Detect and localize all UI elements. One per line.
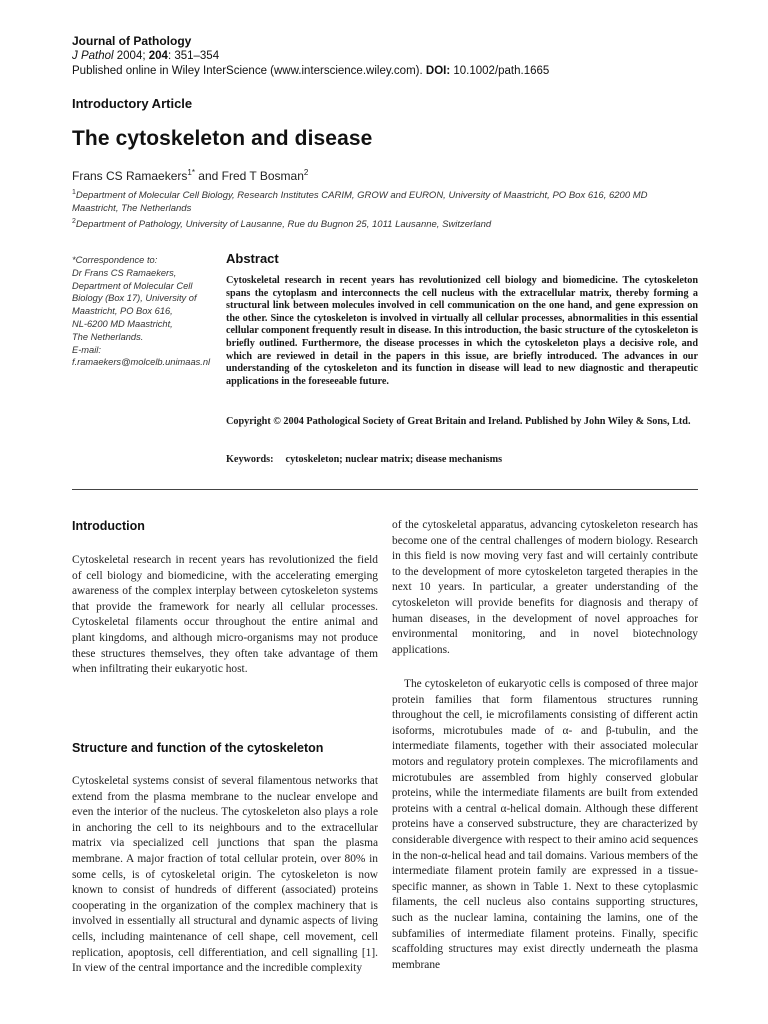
article-title: The cytoskeleton and disease [72, 127, 373, 150]
keywords [226, 454, 502, 465]
author-2: Fred T Bosman [221, 169, 304, 183]
correspondence-email[interactable]: f.ramaekers@molcelb.unimaas.nl [72, 357, 211, 368]
affiliation-1 [72, 186, 692, 215]
correspondence-line: Dr Frans CS Ramaekers, [72, 267, 177, 278]
citation [72, 49, 712, 64]
right-paragraph-2: The cytoskeleton of eukaryotic cells is composed of three major protein families that form filamentous structures running throughout the cell, ie microfilaments consisting of different actin isoforms, microtubules made of α- and β-tubulin, and the intermediate filaments, together with their associated molecular motors and regulatory protein complexes. The microfilaments and microtubules are assembled from highly conserved globular proteins, while the intermediate filaments are built from extended proteins with a central α-helical domain. Although these different proteins have a conserved substructure, they are characterized by considerable divergence with respect to their amino acid sequences in the non-α-helical head and tail domains. Various members of the intermediate filament protein family are expressed in a tissue-specific manner, as shown in Table 1. Next to these cytoplasmic filaments, the cell nucleus also contains supporting structures, such as the nuclear lamina, containing the lamins, one of the subfamilies of intermediate filament proteins. Finally, specific scaffolding structures may exist directly underneath the plasma membrane [392, 678, 698, 971]
correspondence-line: Maastricht, PO Box 616, [72, 306, 173, 317]
introduction-heading: Introduction [72, 519, 145, 533]
publication-line [72, 64, 712, 79]
correspondence-line: Biology (Box 17), University of [72, 293, 197, 304]
affiliation-2-sup: 2 [72, 218, 76, 226]
published-online: Published online in Wiley InterScience (www.interscience.wiley.com). [72, 65, 423, 77]
doi-label: DOI: [425, 65, 451, 77]
citation-volume: 204 [148, 50, 168, 62]
correspondence-line: The Netherlands. [72, 331, 144, 342]
doi-value: 10.1002/path.1665 [453, 65, 550, 77]
citation-year: 2004; [116, 50, 146, 62]
structure-paragraph: Cytoskeletal systems consist of several filamentous networks that extend from the plasma membrane to the nuclear envelope and even the interior of the nucleus. The cytoskeleton also plays a role in anchoring the cell to its neighbours and to the extracellular matrix via specialized cell junctions that span the plasma membrane. A major fraction of total cellular protein, over 80% in some cells, is of cytoskeletal origin. The cytoskeleton is now known to consist of hundreds of different (associated) proteins cooperating in the organization of the complex machinery that is involved in essentially all structural and dynamic aspects of living cells, including maintenance of cell shape, cell movement, cell replication, apoptosis, cell differentiation, and cell signalling [1]. In view of the central importance and the incredible complexity [72, 775, 378, 975]
abstract-body: Cytoskeletal research in recent years has revolutionized cell biology and biomedicine. The cytoskeleton spans the cytoplasm and interconnects the cell nucleus with the extracellular matrix, thereby forming a structural link between molecules involved in cell communication on the one hand, and gene expression on the other. Since the cytoskeleton is involved in virtually all cellular processes, abnormalities in this essential cellular component frequently result in disease. In this introduction, the basic structure of the cytoskeleton is briefly outlined. Furthermore, the disease processes in which the cytoskeleton plays a decisive role, and which are reviewed in detail in the papers in this issue, are briefly introduced. The advances in our understanding of the cytoskeleton and its function in disease will lead to new diagnostic and therapeutic applications in the foreseeable future. [226, 275, 698, 387]
correspondence-line: *Correspondence to: [72, 255, 158, 265]
section-divider [72, 489, 698, 490]
author-joiner: and [194, 169, 222, 183]
journal-name: Journal of Pathology [72, 34, 192, 48]
affiliation-1-sup: 1 [72, 189, 76, 196]
citation-journal: J Pathol [72, 50, 114, 62]
affiliation-2-text: Department of Pathology, University of Lausanne, Rue du Bugnon 25, 1011 Lausanne, Switzerland [75, 219, 492, 231]
affiliations [72, 186, 692, 231]
affiliation-2 [72, 215, 692, 231]
correspondence-line: Department of Molecular Cell [72, 280, 193, 291]
author-list [72, 168, 308, 183]
correspondence-line: NL-6200 MD Maastricht, [72, 318, 173, 329]
author-2-sup: 2 [303, 168, 309, 177]
author-1: Frans CS Ramaekers [72, 169, 188, 183]
journal-header [72, 34, 712, 79]
keywords-label: Keywords: [226, 454, 274, 465]
article-type: Introductory Article [72, 96, 193, 111]
affiliation-1-text: Department of Molecular Cell Biology, Research Institutes CARIM, GROW and EURON, University of Maastricht, PO Box 616, 6200 MD Maastricht, The Netherlands [72, 190, 648, 215]
correspondence-block [72, 254, 222, 369]
introduction-paragraph: Cytoskeletal research in recent years has revolutionized the field of cell biology and biomedicine, with the accelerating emerging awareness of the complex interplay between cytoskeleton systems that provide the framework for nearly all cellular processes. Cytoskeletal filaments occur throughout the entire animal and plant kingdoms, and although micro-organisms may not produce these structures themselves, they often take advantage of them when infiltrating their eukaryotic host. [72, 554, 378, 676]
structure-heading: Structure and function of the cytoskeleton [72, 741, 324, 755]
citation-pages: : 351–354 [167, 50, 220, 62]
copyright-notice: Copyright © 2004 Pathological Society of Great Britain and Ireland. Published by John Wiley & Sons, Ltd. [226, 416, 691, 427]
correspondence-line: E-mail: [72, 344, 101, 355]
right-paragraph-1: of the cytoskeletal apparatus, advancing cytoskeleton research has become one of the central challenges of modern biology. Research in this field is now moving very fast and will certainly contribute to the development of more cytoskeleton targeted therapies in the next 10 years. In particular, a greater understanding of the cytoskeleton will provide benefits for diagnosis and therapy of human diseases, in the development of novel approaches for environmental monitoring, and in novel biotechnology applications. [392, 519, 698, 656]
abstract-heading: Abstract [226, 251, 279, 266]
author-1-sup: 1* [187, 168, 195, 177]
keywords-list: cytoskeleton; nuclear matrix; disease mechanisms [285, 454, 503, 465]
